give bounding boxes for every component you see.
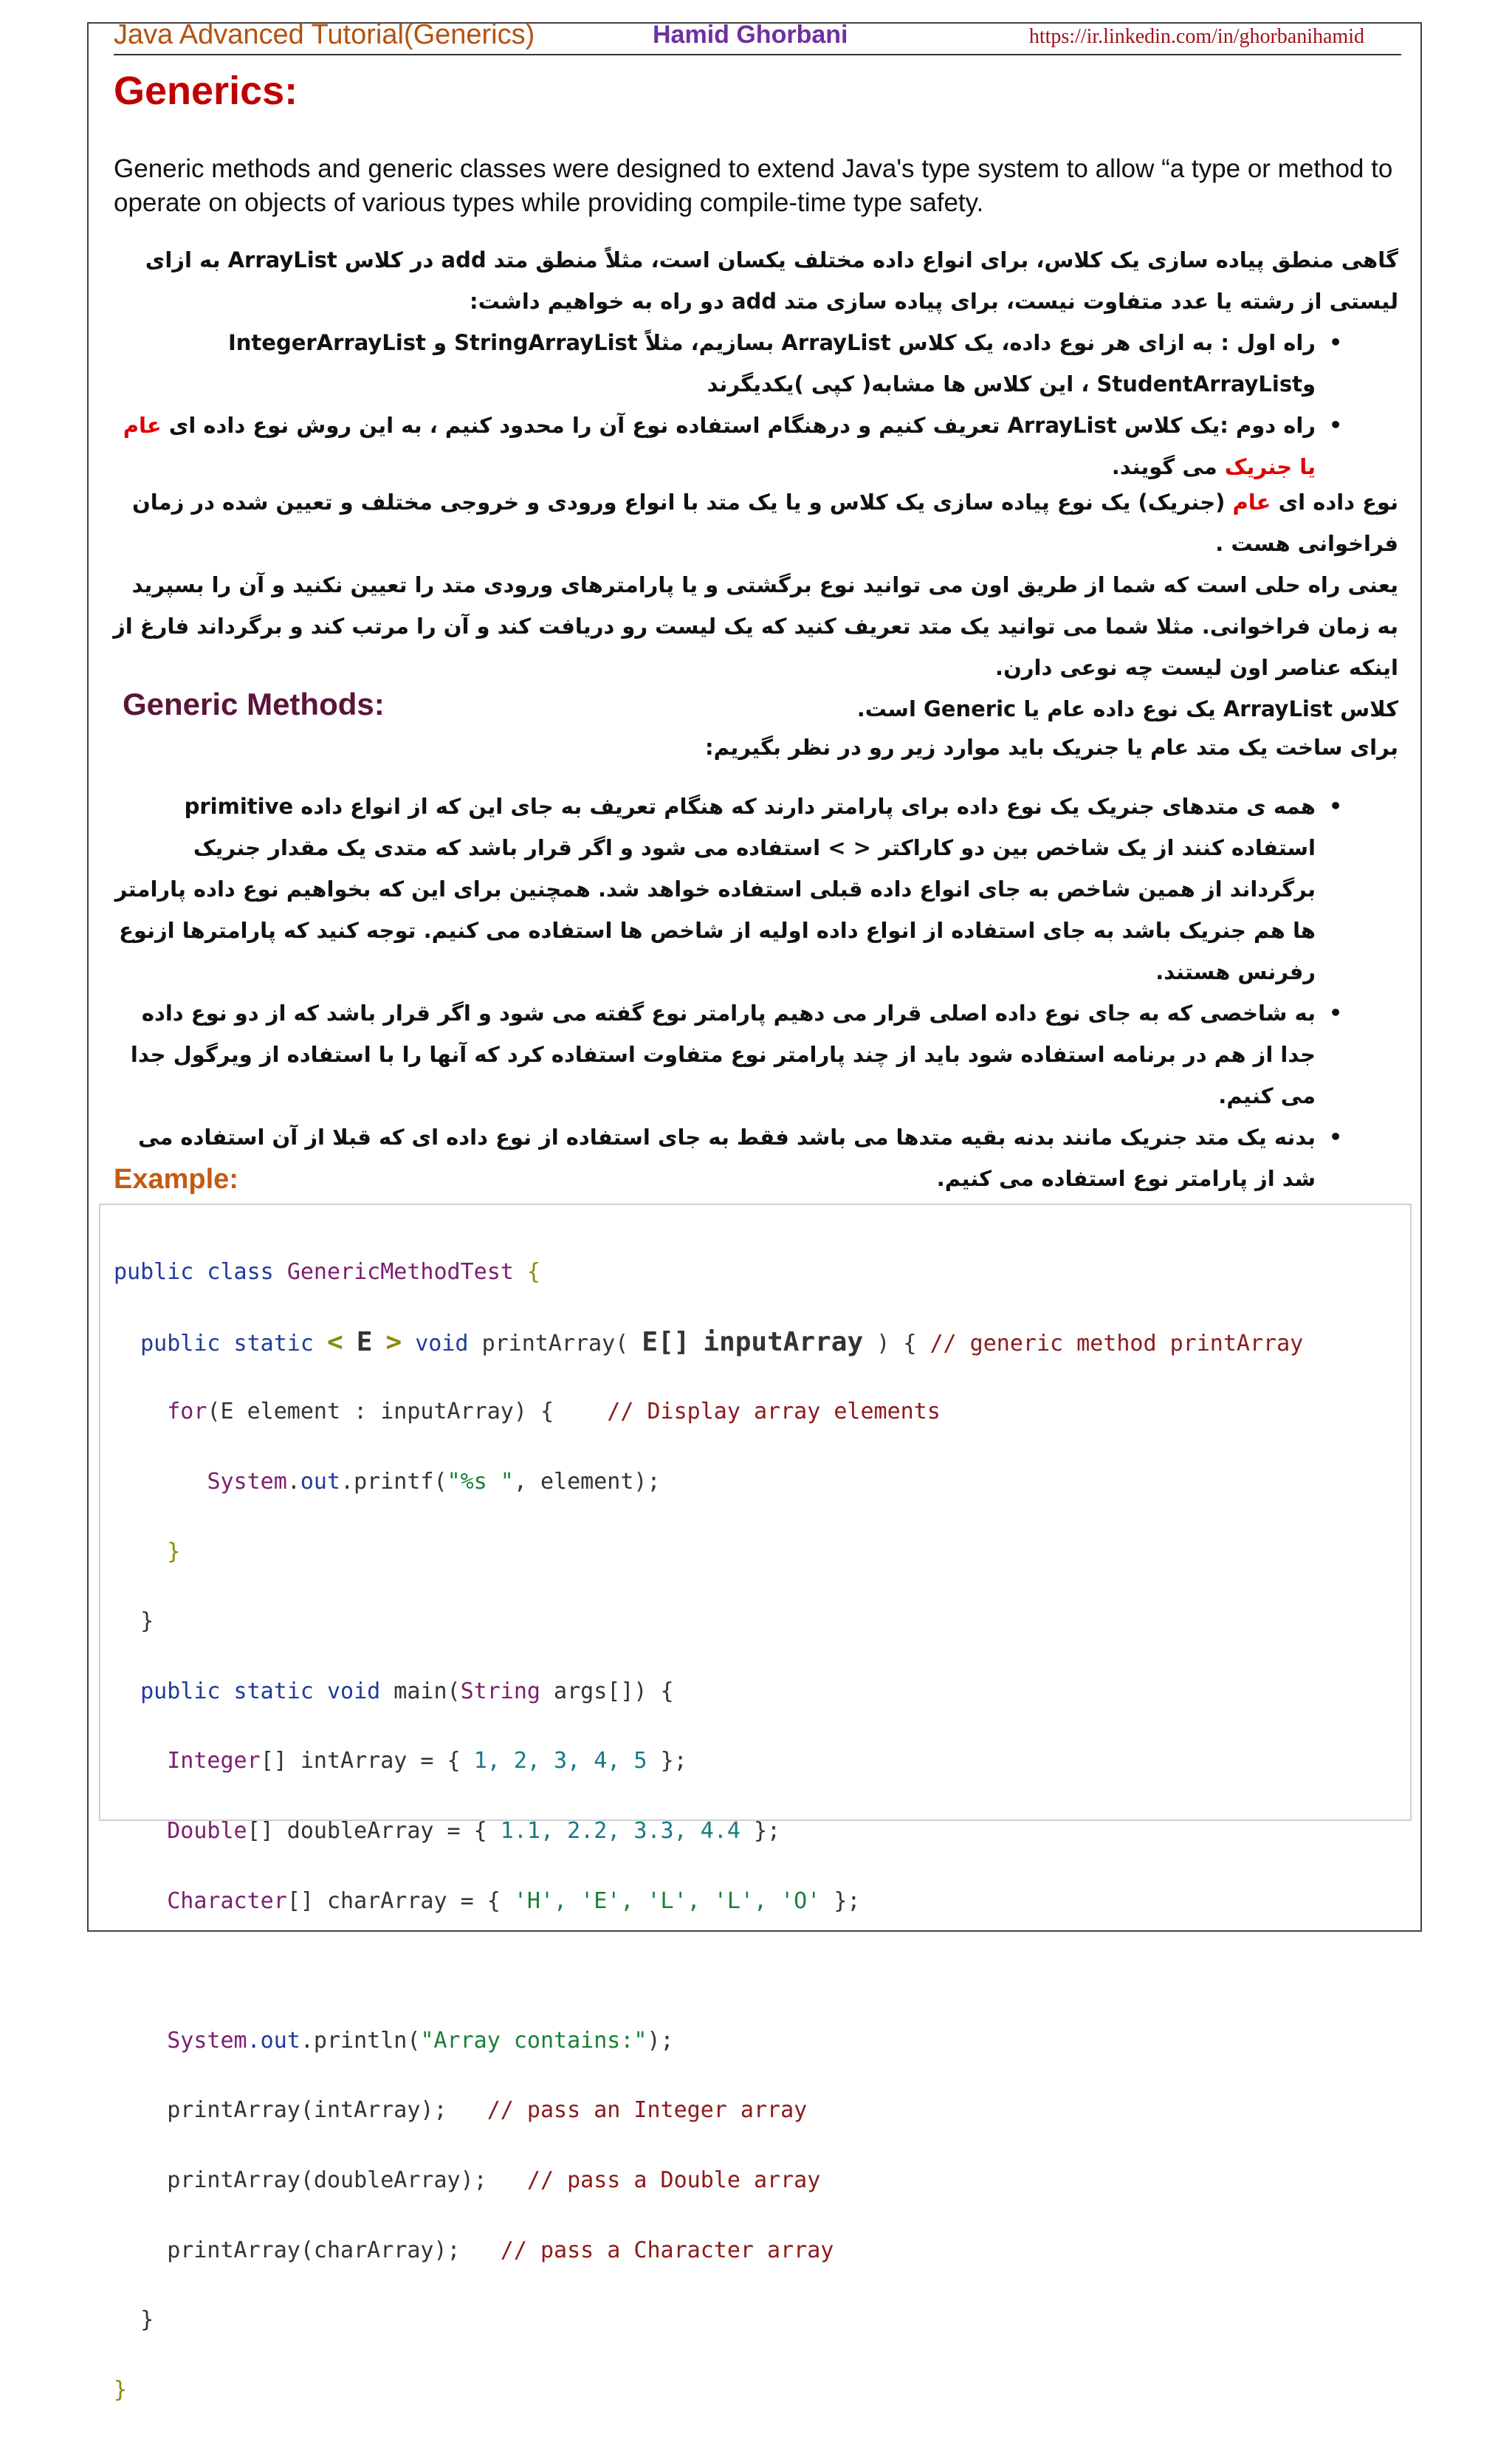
highlight-text: عام bbox=[1232, 490, 1271, 515]
header-divider bbox=[114, 54, 1401, 55]
code-line: printArray(charArray); // pass a Character array bbox=[167, 2237, 834, 2263]
code-line: public static void main(String args[]) { bbox=[140, 1678, 674, 1704]
code-line bbox=[114, 1953, 1303, 1988]
code-line: System.out.printf("%s ", element); bbox=[207, 1469, 661, 1495]
code-line: public static < E > void printArray( E[] inputArray ) { // generic method printArray bbox=[140, 1326, 1304, 1357]
header-title: Java Advanced Tutorial(Generics) bbox=[114, 19, 535, 50]
list-item: • راه اول : به ازای هر نوع داده، یک کلاس ArrayList بسازیم، مثلاً StringArrayList و IntegerArrayList وStudentArrayList ، این کلاس ها مشابه( کپی )یکدیگرند bbox=[106, 322, 1398, 405]
code-line: Character[] charArray = { 'H', 'E', 'L', 'L', 'O' }; bbox=[167, 1887, 861, 1914]
intro-paragraph: Generic methods and generic classes were designed to extend Java's type system to allow “a type or method to operate on objects of various types while providing compile-time type safety. bbox=[114, 154, 1393, 217]
code-line: System.out.println("Array contains:"); bbox=[167, 2027, 674, 2054]
code-line: } bbox=[140, 2307, 154, 2333]
section-generic-methods-rules bbox=[106, 786, 1398, 1199]
code-line: Double[] doubleArray = { 1.1, 2.2, 3.3, 4.4 }; bbox=[167, 1818, 781, 1845]
list-item: • همه ی متدهای جنریک یک نوع داده برای پارامتر دارند که هنگام تعریف به جای این که از انواع داده primitive استفاده کنند از یک شاخص بین دو کاراکتر < > استفاده می شود و اگر قرار باشد که متدی یک مقدار جنریک برگرداند از همین شاخص به جای انواع داده قبلی استفاده خواهد شد. همچنین برای این که بخواهیم نوع داده پارامتر ها هم جنریک باشد به جای استفاده از انواع داده اولیه از شاخص ها استفاده می کنیم. توجه کنید که پارامترها ازنوع رفرنس هستند. bbox=[106, 786, 1398, 992]
header-author: Hamid Ghorbani bbox=[653, 21, 848, 49]
code-block bbox=[114, 1220, 1303, 2442]
paragraph: گاهی منطق پیاده سازی یک کلاس، برای انواع داده مختلف یکسان است، مثلاً منطق متد add در کلاس ArrayList به ازای لیستی از رشته یا عدد متفاوت نیست، برای پیاده سازی متد add دو راه به خواهیم داشت: bbox=[145, 247, 1398, 314]
highlight-text: عام یا جنریک bbox=[123, 413, 1316, 479]
page-header bbox=[114, 19, 1401, 53]
list-item: • راه دوم :یک کلاس ArrayList تعریف کنیم و درهنگام استفاده نوع آن را محدود کنیم ، به این روش نوع داده ای عام یا جنریک می گویند. bbox=[106, 405, 1398, 487]
section-heading: Generic Methods: bbox=[123, 687, 385, 721]
paragraph: نوع داده ای عام (جنریک) یک نوع پیاده سازی یک کلاس و یا یک متد با انواع ورودی و خروجی مختلف و تعیین شده در زمان فراخوانی هست . bbox=[131, 490, 1398, 556]
header-link[interactable]: https://ir.linkedin.com/in/ghorbanihamid bbox=[1028, 25, 1364, 48]
example-label: Example: bbox=[114, 1164, 238, 1195]
list-item: • بدنه یک متد جنریک مانند بدنه بقیه متدها می باشد فقط به جای استفاده از نوع داده ای که قبلا از آن استفاده می شد از پارامتر نوع استفاده می کنیم. bbox=[106, 1117, 1398, 1199]
code-line: } bbox=[114, 2376, 128, 2403]
code-line: printArray(doubleArray); // pass a Double array bbox=[167, 2167, 821, 2194]
paragraph: یعنی راه حلی است که شما از طریق اون می توانید نوع برگشتی و یا پارامترهای ورودی متد را تعیین نکنید و آن را بسپرید به زمان فراخوانی. مثلا شما می توانید یک متد تعریف کنید که یک لیست رو دریافت کند و آن را مرتب کند و برگرداند فارغ از اینکه عناصر اون لیست چه نوعی دارن. bbox=[113, 572, 1398, 680]
code-line: for(E element : inputArray) { // Display array elements bbox=[167, 1399, 941, 1425]
section-generic-methods-intro bbox=[106, 727, 1398, 768]
section-arraylist-intro bbox=[106, 239, 1398, 487]
bullet-list bbox=[106, 786, 1398, 1199]
code-line: Integer[] intArray = { 1, 2, 3, 4, 5 }; bbox=[167, 1748, 687, 1774]
bullet-list bbox=[106, 322, 1398, 487]
code-line: } bbox=[167, 1538, 181, 1565]
code-line: public class GenericMethodTest { bbox=[114, 1259, 540, 1286]
code-line: } bbox=[140, 1608, 154, 1635]
paragraph: کلاس ArrayList یک نوع داده عام یا Generic است. bbox=[856, 696, 1398, 721]
page-title: Generics: bbox=[114, 69, 298, 113]
code-line: printArray(intArray); // pass an Integer array bbox=[167, 2097, 808, 2124]
paragraph: برای ساخت یک متد عام یا جنریک باید موارد زیر رو در نظر بگیریم: bbox=[705, 735, 1398, 760]
list-item: • به شاخصی که به جای نوع داده اصلی قرار می دهیم پارامتر نوع گفته می شود و اگر قرار باشد که از دو نوع داده جدا از هم در برنامه استفاده شود باید از چند پارامتر نوع متفاوت استفاده کرد که آنها را با استفاده از ویرگول جدا می کنیم. bbox=[106, 992, 1398, 1117]
